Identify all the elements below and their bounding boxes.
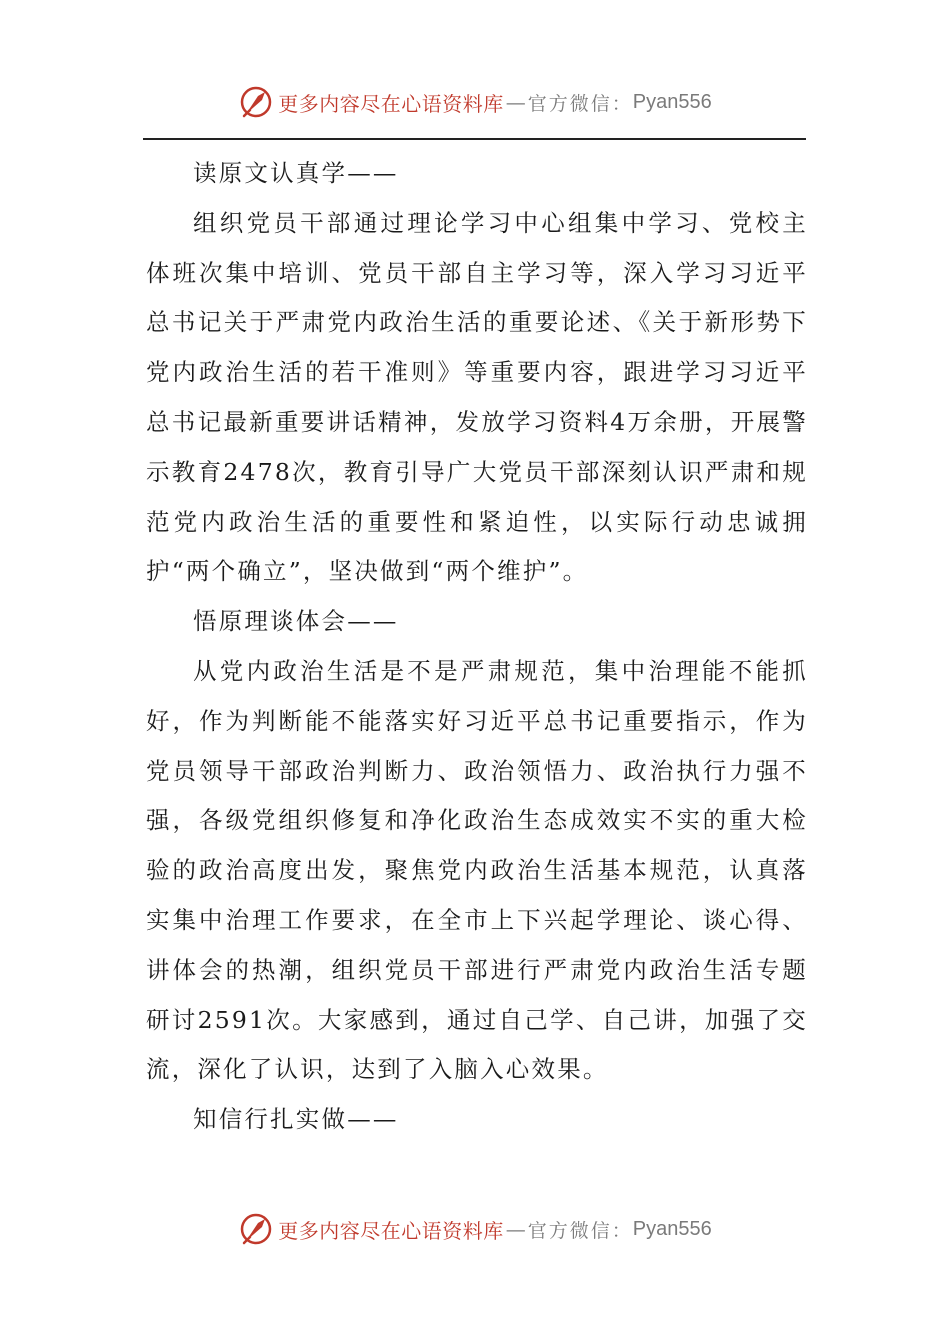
section-heading-understand: 悟原理谈体会—— [193, 607, 399, 636]
banner-separator: — [505, 90, 526, 114]
banner-site-name: 更多内容尽在心语资料库 [278, 1218, 504, 1243]
banner-separator: — [505, 1217, 526, 1241]
banner-wechat-label: 官方微信： [527, 92, 633, 115]
pen-nib-logo-icon [238, 84, 274, 120]
banner-wechat-id: Pyan556 [632, 1217, 712, 1240]
footer-banner [0, 1209, 950, 1249]
paragraph-understand: 从党内政治生活是不是严肃规范，集中治理能不能抓好，作为判断能不能落实好习近平总书记重要指示，作为党员领导干部政治判断力、政治领悟力、政治执行力强不强，各级党组织修复和净化政治生态成效实不实的重大检验的政治高度出发，聚焦党内政治生活基本规范，认真落实集中治理工作要求，在全市上下兴起学理论、谈心得、讲体会的热潮，组织党员干部进行严肃党内政治生活专题研讨2591次。大家感到，通过自己学、自己讲，加强了交流，深化了认识，达到了入脑入心效果。 [146, 656, 808, 1084]
document-body [146, 149, 808, 1145]
header-banner [0, 82, 950, 122]
pen-nib-logo-icon [238, 1211, 274, 1247]
paragraph-read: 组织党员干部通过理论学习中心组集中学习、党校主体班次集中培训、党员干部自主学习等，深入学习习近平总书记关于严肃党内政治生活的重要论述、《关于新形势下党内政治生活的若干准则》等重要内容，跟进学习习近平总书记最新重要讲话精神，发放学习资料4万余册，开展警示教育2478次，教育引导广大党员干部深刻认识严肃和规范党内政治生活的重要性和紧迫性，以实际行动忠诚拥护“两个确立”，坚决做到“两个维护”。 [146, 208, 808, 586]
section-heading-practice: 知信行扎实做—— [193, 1105, 399, 1134]
section-heading-read: 读原文认真学—— [193, 159, 399, 187]
banner-wechat-id: Pyan556 [632, 90, 712, 113]
banner-site-name: 更多内容尽在心语资料库 [278, 91, 504, 116]
header-divider [143, 138, 806, 140]
banner-wechat-label: 官方微信： [527, 1219, 633, 1242]
